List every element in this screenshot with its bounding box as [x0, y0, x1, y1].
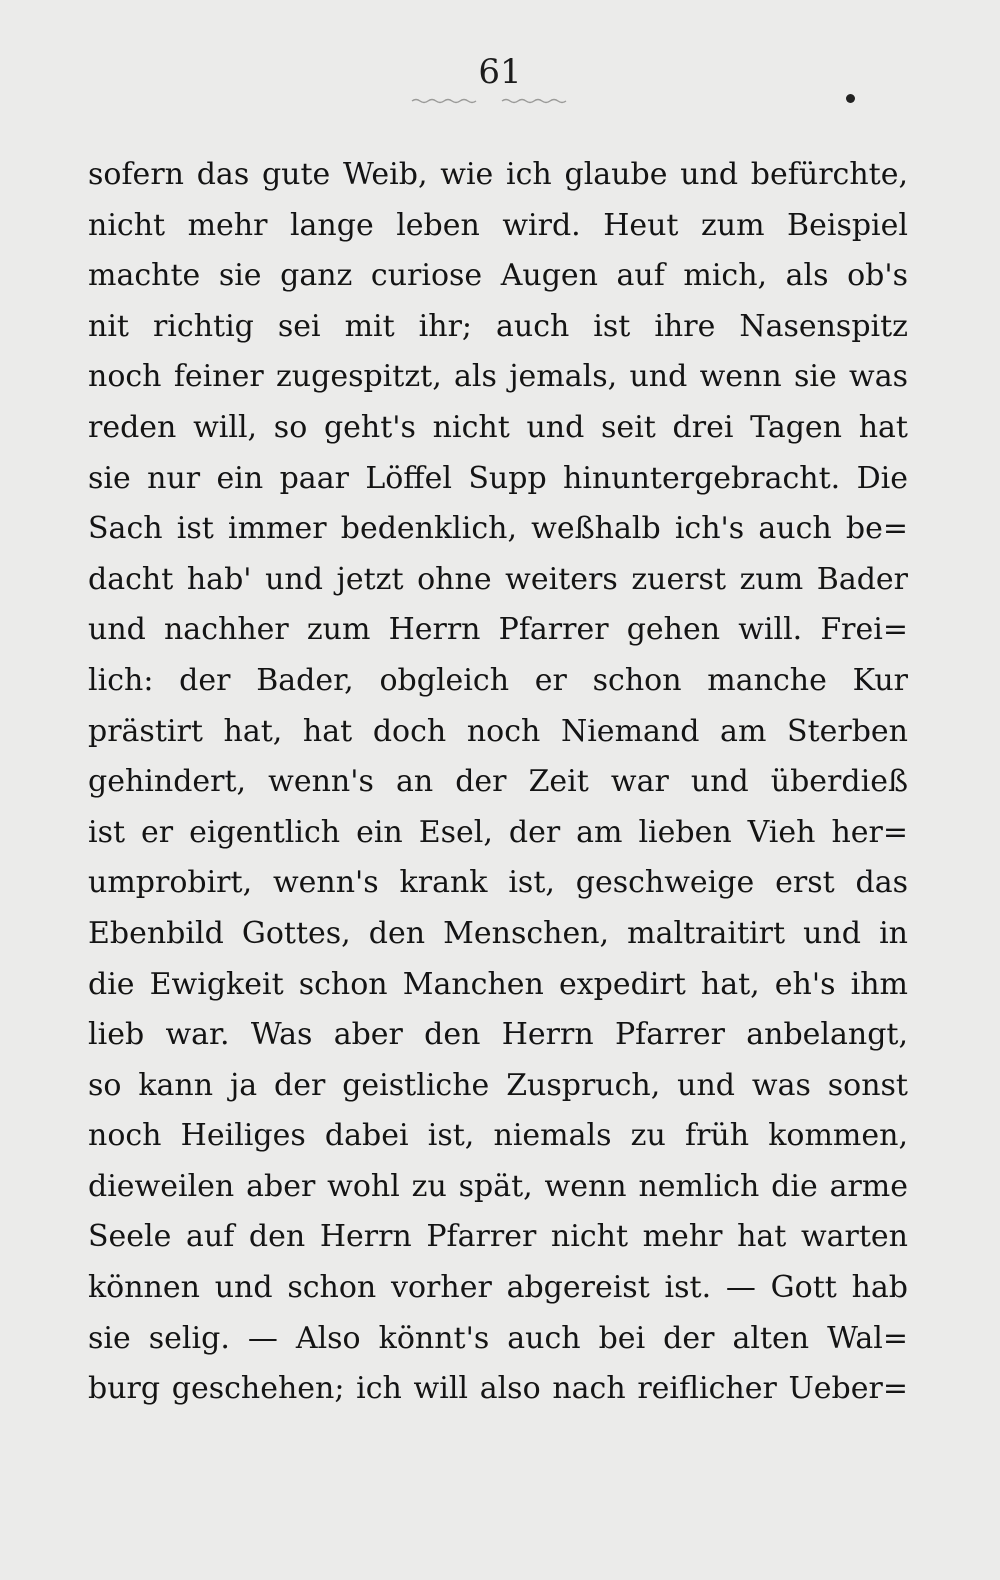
- text-line: nicht mehr lange leben wird. Heut zum Beispiel: [88, 207, 908, 243]
- text-line: ist er eigentlich ein Esel, der am lieben Vieh her=: [88, 814, 908, 850]
- print-dot-mark: [846, 94, 855, 103]
- text-line: gehindert, wenn's an der Zeit war und überdieß: [88, 764, 908, 800]
- text-line: dieweilen aber wohl zu spät, wenn nemlich die arme: [88, 1168, 908, 1204]
- text-line: reden will, so geht's nicht und seit drei Tagen hat: [88, 409, 908, 445]
- text-line: Seele auf den Herrn Pfarrer nicht mehr hat warten: [88, 1219, 908, 1255]
- text-line: prästirt hat, hat doch noch Niemand am Sterben: [88, 713, 908, 749]
- body-text: [88, 150, 908, 1415]
- text-line: lieb war. Was aber den Herrn Pfarrer anbelangt,: [88, 1017, 908, 1053]
- text-line: so kann ja der geistliche Zuspruch, und was sonst: [88, 1067, 908, 1103]
- text-line: burg geschehen; ich will also nach reiflicher Ueber=: [88, 1371, 908, 1407]
- text-line: noch Heiliges dabei ist, niemals zu früh kommen,: [88, 1118, 908, 1154]
- text-line: machte sie ganz curiose Augen auf mich, als ob's: [88, 258, 908, 294]
- text-line: Sach ist immer bedenklich, weßhalb ich's auch be=: [88, 511, 908, 547]
- text-line: sie nur ein paar Löffel Supp hinuntergebracht. Die: [88, 460, 908, 496]
- ornamental-rule: [410, 98, 570, 104]
- text-line: sofern das gute Weib, wie ich glaube und befürchte,: [88, 157, 908, 192]
- text-line: noch feiner zugespitzt, als jemals, und wenn sie was: [88, 359, 908, 395]
- text-line: sie selig. — Also könnt's auch bei der alten Wal=: [88, 1320, 908, 1356]
- text-line: nit richtig sei mit ihr; auch ist ihre Nasenspitz: [88, 308, 908, 344]
- page-number: 61: [478, 52, 522, 92]
- text-line: umprobirt, wenn's krank ist, geschweige erst das: [88, 865, 908, 901]
- text-line: und nachher zum Herrn Pfarrer gehen will. Frei=: [88, 612, 908, 648]
- text-line: Ebenbild Gottes, den Menschen, maltraitirt und in: [88, 915, 908, 951]
- text-line: lich: der Bader, obgleich er schon manche Kur: [88, 662, 908, 698]
- text-line: die Ewigkeit schon Manchen expedirt hat, eh's ihm: [88, 966, 908, 1002]
- text-line: können und schon vorher abgereist ist. — Gott hab: [88, 1270, 908, 1306]
- text-line: dacht hab' und jetzt ohne weiters zuerst zum Bader: [88, 561, 908, 597]
